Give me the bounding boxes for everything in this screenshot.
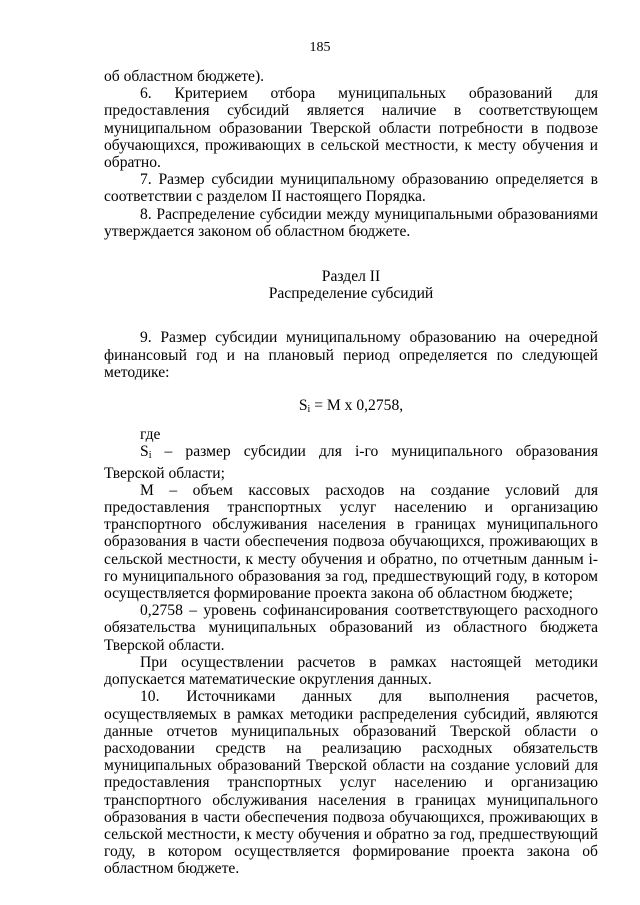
paragraph-7: 7. Размер субсидии муниципальному образованию определяется в соответствии с разделом II настоящего Порядка.: [104, 171, 598, 206]
si-symbol: S: [140, 443, 149, 461]
paragraph-9: 9. Размер субсидии муниципальному образованию на очередной финансовый год и на плановый период определяется по следующей методике:: [104, 329, 598, 381]
paragraph-10: 10. Источниками данных для выполнения расчетов, осуществляемых в рамках методики распределения субсидий, являются данные отчетов муниципальных образований Тверской области о расходовании средств на реализацию расходных обязательств муниципальных образований Тверской области на создание условий для предоставления транспортных услуг населению и организацию транспортного обслуживания населения в границах муниципального образования в части обеспечения подвоза обучающихся, проживающих в сельской местности, к месту обучения и обратно за год, предшествующий году, в котором осуществляется формирование проекта закона об областном бюджете.: [104, 688, 598, 878]
where-label: где: [140, 426, 161, 444]
section-subtitle: Распределение субсидий: [268, 285, 434, 303]
formula: [104, 397, 598, 418]
paragraph-8: 8. Распределение субсидии между муниципальными образованиями утверждается законом об областном бюджете.: [104, 205, 598, 240]
definition-si: [104, 443, 598, 481]
section-heading: [104, 268, 598, 302]
document-body: [104, 68, 598, 878]
si-text: – размер субсидии для i-го муниципального образования Тверской области;: [104, 443, 598, 482]
rounding-note: При осуществлении расчетов в рамках настоящей методики допускается математические округления данных.: [104, 653, 598, 689]
section-title: Раздел II: [321, 268, 381, 286]
page-number: 185: [309, 40, 331, 55]
paragraph-6: 6. Критерием отбора муниципальных образований для предоставления субсидий является наличие в соответствующем муниципальном образовании Тверской области потребности в подвозе обучающихся, проживающих в сельской местности, к месту обучения и обратно.: [104, 85, 598, 172]
paragraph-continuation: об областном бюджете).: [104, 68, 265, 85]
si-subscript: i: [148, 450, 152, 462]
definition-m: M – объем кассовых расходов на создание условий для предоставления транспортных услуг населению и организацию транспортного обслуживания населения в границах муниципального образования в части обеспечения подвоза обучающихся, проживающих в сельской местности, к месту обучения и обратно, по отчетным данным i-го муниципального образования за год, предшествующий году, в котором осуществляется формирование проекта закона об областном бюджете;: [104, 481, 598, 603]
formula-lhs-subscript: i: [307, 404, 311, 416]
formula-lhs: S: [298, 397, 308, 415]
formula-rhs: = M x 0,2758,: [310, 397, 404, 415]
definition-coefficient: 0,2758 – уровень софинансирования соответствующего расходного обязательства муниципальных образований из областного бюджета Тверской области.: [104, 602, 598, 654]
